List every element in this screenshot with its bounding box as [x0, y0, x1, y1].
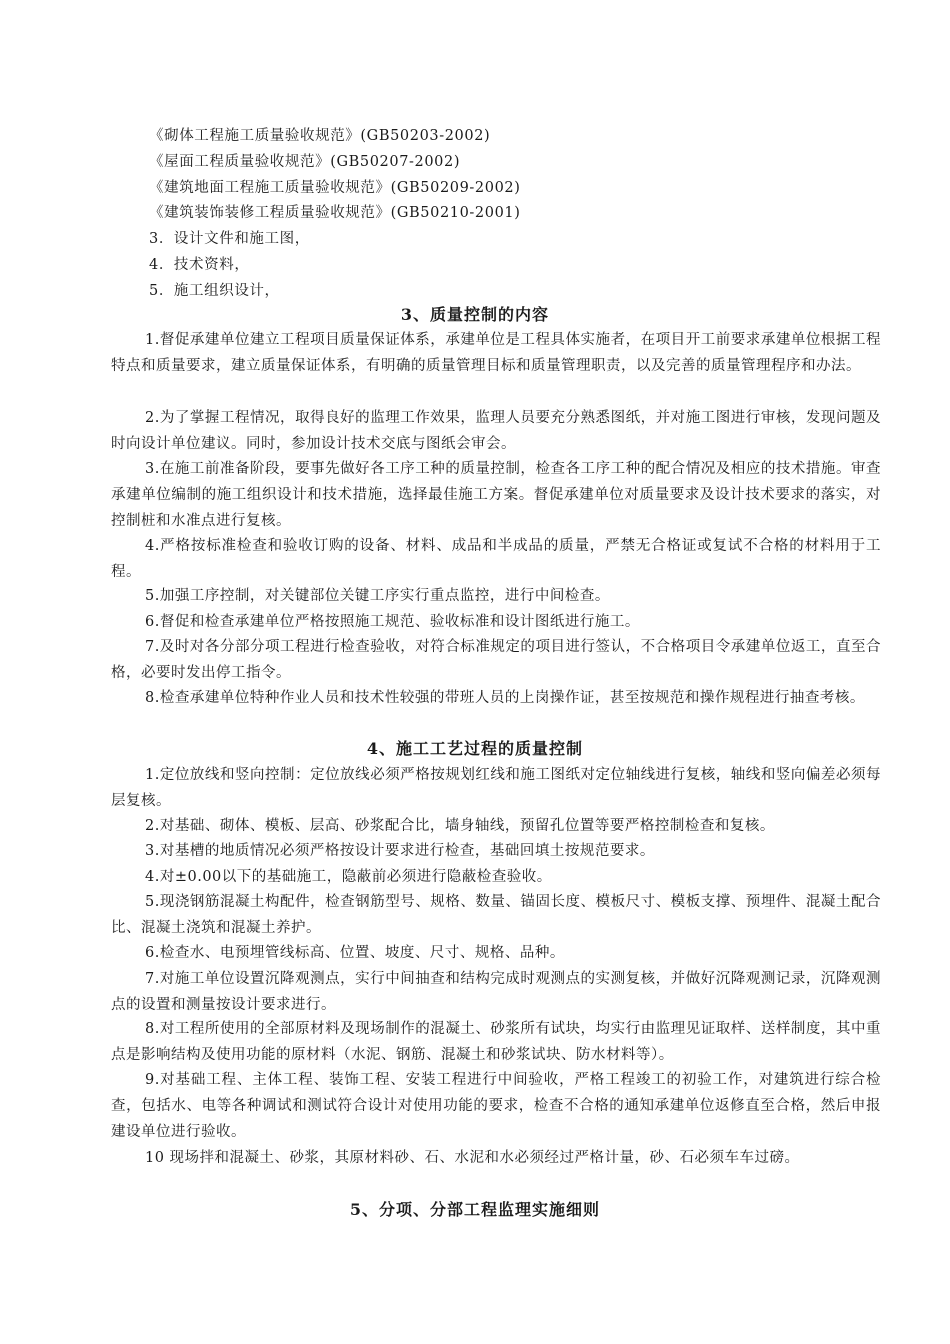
- reference-decoration: 《建筑装饰装修工程质量验收规范》(GB50210-2001): [149, 205, 521, 221]
- reference-masonry: 《砌体工程施工质量验收规范》(GB50203-2002): [149, 128, 491, 144]
- reference-roofing: 《屋面工程质量验收规范》(GB50207-2002): [149, 154, 461, 170]
- section-4-paragraph-8: 8.对工程所使用的全部原材料及现场制作的混凝土、砂浆所有试块，均实行由监理见证取样、送样制度，其中重点是影响结构及使用功能的原材料（水泥、钢筋、混凝土和砂浆试块、防水材料等）。: [111, 1021, 881, 1063]
- section-4-paragraph-1: 1.定位放线和竖向控制：定位放线必须严格按规划红线和施工图纸对定位轴线进行复核，轴线和竖向偏差必须每层复核。: [111, 767, 881, 809]
- section-4-paragraph-9: 9.对基础工程、主体工程、装饰工程、安装工程进行中间验收，严格工程竣工的初验工作，对建筑进行综合检查，包括水、电等各种调试和测试符合设计对使用功能的要求，检查不合格的通知承建单位返修直至合格，然后申报建设单位进行验收。: [111, 1072, 881, 1140]
- section-3-paragraph-8: 8.检查承建单位特种作业人员和技术性较强的带班人员的上岗操作证，甚至按规范和操作规程进行抽查考核。: [145, 690, 865, 706]
- section-3-paragraph-2: 2.为了掌握工程情况，取得良好的监理工作效果，监理人员要充分熟悉图纸，并对施工图进行审核，发现问题及时向设计单位建议。同时，参加设计技术交底与图纸会审会。: [111, 410, 881, 452]
- reference-floor: 《建筑地面工程施工质量验收规范》(GB50209-2002): [149, 180, 521, 196]
- basis-item-technical-data: 4．技术资料，: [149, 257, 250, 273]
- basis-item-design-documents: 3．设计文件和施工图，: [149, 231, 310, 247]
- section-3-paragraph-1: 1.督促承建单位建立工程项目质量保证体系，承建单位是工程具体实施者，在项目开工前要求承建单位根据工程特点和质量要求，建立质量保证体系，有明确的质量管理目标和质量管理职责，以及完善的质量管理程序和办法。: [111, 332, 881, 374]
- section-3-paragraph-4: 4.严格按标准检查和验收订购的设备、材料、成品和半成品的质量，严禁无合格证或复试不合格的材料用于工程。: [111, 538, 881, 580]
- section-4-paragraph-4: 4.对±0.00以下的基础施工，隐蔽前必须进行隐蔽检查验收。: [145, 869, 552, 885]
- section-4-paragraph-6: 6.检查水、电预埋管线标高、位置、坡度、尺寸、规格、品种。: [145, 945, 565, 961]
- section-3-paragraph-5: 5.加强工序控制，对关键部位关键工序实行重点监控，进行中间检查。: [145, 588, 610, 604]
- section-3-paragraph-3: 3.在施工前准备阶段，要事先做好各工序工种的质量控制，检查各工序工种的配合情况及相应的技术措施。审查承建单位编制的施工组织设计和技术措施，选择最佳施工方案。督促承建单位对质量要求及设计技术要求的落实，对控制桩和水准点进行复核。: [111, 461, 881, 529]
- section-3-paragraph-7: 7.及时对各分部分项工程进行检查验收，对符合标准规定的项目进行签认，不合格项目令承建单位返工，直至合格，必要时发出停工指令。: [111, 639, 881, 681]
- section-3-paragraph-6: 6.督促和检查承建单位严格按照施工规范、验收标准和设计图纸进行施工。: [145, 614, 640, 630]
- section-4-paragraph-10: 10 现场拌和混凝土、砂浆，其原材料砂、石、水泥和水必须经过严格计量，砂、石必须车车过磅。: [145, 1150, 800, 1166]
- section-4-paragraph-5: 5.现浇钢筋混凝土构配件，检查钢筋型号、规格、数量、锚固长度、模板尺寸、模板支撑、预埋件、混凝土配合比、混凝土浇筑和混凝土养护。: [111, 894, 881, 936]
- section-4-paragraph-2: 2.对基础、砌体、模板、层高、砂浆配合比，墙身轴线，预留孔位置等要严格控制检查和复核。: [145, 818, 775, 834]
- section-4-paragraph-7: 7.对施工单位设置沉降观测点，实行中间抽查和结构完成时观测点的实测复核，并做好沉降观测记录，沉降观测点的设置和测量按设计要求进行。: [111, 971, 881, 1013]
- section-4-heading: 4、施工工艺过程的质量控制: [366, 739, 584, 758]
- section-5-heading: 5、分项、分部工程监理实施细则: [349, 1200, 601, 1219]
- section-3-heading: 3、质量控制的内容: [400, 305, 550, 324]
- basis-item-construction-plan: 5．施工组织设计，: [149, 283, 280, 299]
- section-4-paragraph-3: 3.对基槽的地质情况必须严格按设计要求进行检查，基础回填土按规范要求。: [145, 843, 655, 859]
